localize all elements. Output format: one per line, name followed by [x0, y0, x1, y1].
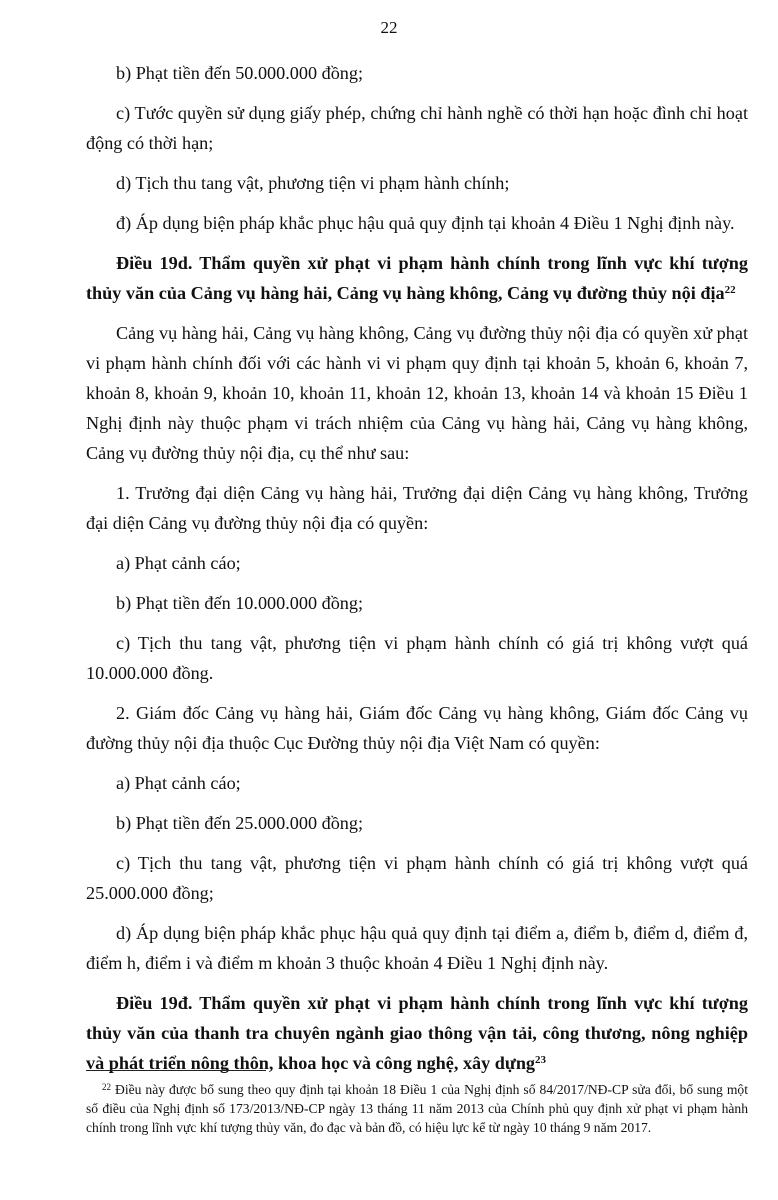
paragraph: đ) Áp dụng biện pháp khắc phục hậu quả quy định tại khoản 4 Điều 1 Nghị định này.: [116, 213, 735, 233]
paragraph: a) Phạt cảnh cáo;: [116, 553, 241, 573]
paragraph: c) Tịch thu tang vật, phương tiện vi phạm hành chính có giá trị không vượt quá 10.000.000 đồng.: [86, 633, 748, 683]
article-heading-19d: [86, 248, 748, 308]
paragraph: 1. Trưởng đại diện Cảng vụ hàng hải, Trưởng đại diện Cảng vụ hàng không, Trưởng đại diện Cảng vụ đường thủy nội địa có quyền:: [86, 483, 748, 533]
paragraph: b) Phạt tiền đến 50.000.000 đồng;: [116, 63, 364, 83]
paragraph: b) Phạt tiền đến 25.000.000 đồng;: [116, 813, 364, 833]
paragraph: b) Phạt tiền đến 10.000.000 đồng;: [116, 593, 364, 613]
footnote-divider: [86, 1070, 266, 1071]
paragraph: c) Tịch thu tang vật, phương tiện vi phạm hành chính có giá trị không vượt quá 25.000.000 đồng;: [86, 853, 748, 903]
paragraph: d) Tịch thu tang vật, phương tiện vi phạm hành chính;: [116, 173, 510, 193]
page-body: [86, 58, 748, 1088]
paragraph: c) Tước quyền sử dụng giấy phép, chứng chỉ hành nghề có thời hạn hoặc đình chỉ hoạt động có thời hạn;: [86, 103, 748, 153]
footnote-ref: 23: [535, 1054, 547, 1066]
paragraph: a) Phạt cảnh cáo;: [116, 773, 241, 793]
paragraph: d) Áp dụng biện pháp khắc phục hậu quả quy định tại điểm a, điểm b, điểm d, điểm đ, điểm h, điểm i và điểm m khoản 3 thuộc khoản 4 Điều 1 Nghị định này.: [86, 923, 748, 973]
page-number: 22: [380, 18, 398, 37]
footnote: [86, 1080, 748, 1137]
footnote-number: 22: [102, 1082, 111, 1092]
heading-text: Điều 19đ. Thẩm quyền xử phạt vi phạm hành chính trong lĩnh vực khí tượng thủy văn của thanh tra chuyên ngành giao thông vận tải, công thương, nông nghiệp và phát triển nông thôn, khoa học và công nghệ, xây dựng: [86, 993, 748, 1073]
paragraph: 2. Giám đốc Cảng vụ hàng hải, Giám đốc Cảng vụ hàng không, Giám đốc Cảng vụ đường thủy nội địa thuộc Cục Đường thủy nội địa Việt Nam có quyền:: [86, 703, 748, 753]
article-heading-19dd: [86, 988, 748, 1078]
footnote-ref: 22: [724, 284, 736, 296]
heading-text: Điều 19d. Thẩm quyền xử phạt vi phạm hành chính trong lĩnh vực khí tượng thủy văn của Cảng vụ hàng hải, Cảng vụ hàng không, Cảng vụ đường thủy nội địa: [86, 253, 748, 303]
paragraph: Cảng vụ hàng hải, Cảng vụ hàng không, Cảng vụ đường thủy nội địa có quyền xử phạt vi phạm hành chính đối với các hành vi vi phạm quy định tại khoản 5, khoản 6, khoản 7, khoản 8, khoản 9, khoản 10, khoản 11, khoản 12, khoản 13, khoản 14 và khoản 15 Điều 1 Nghị định này thuộc phạm vi trách nhiệm của Cảng vụ hàng hải, Cảng vụ hàng không, Cảng vụ đường thủy nội địa, cụ thể như sau:: [86, 323, 748, 463]
footnote-text: Điều này được bổ sung theo quy định tại khoản 18 Điều 1 của Nghị định số 84/2017/NĐ-CP sửa đổi, bổ sung một số điều của Nghị định số 173/2013/NĐ-CP ngày 13 tháng 11 năm 2013 của Chính phủ quy định xử phạt vi phạm hành chính trong lĩnh vực khí tượng thủy văn, đo đạc và bản đồ, có hiệu lực kể từ ngày 10 tháng 9 năm 2017.: [86, 1082, 748, 1135]
